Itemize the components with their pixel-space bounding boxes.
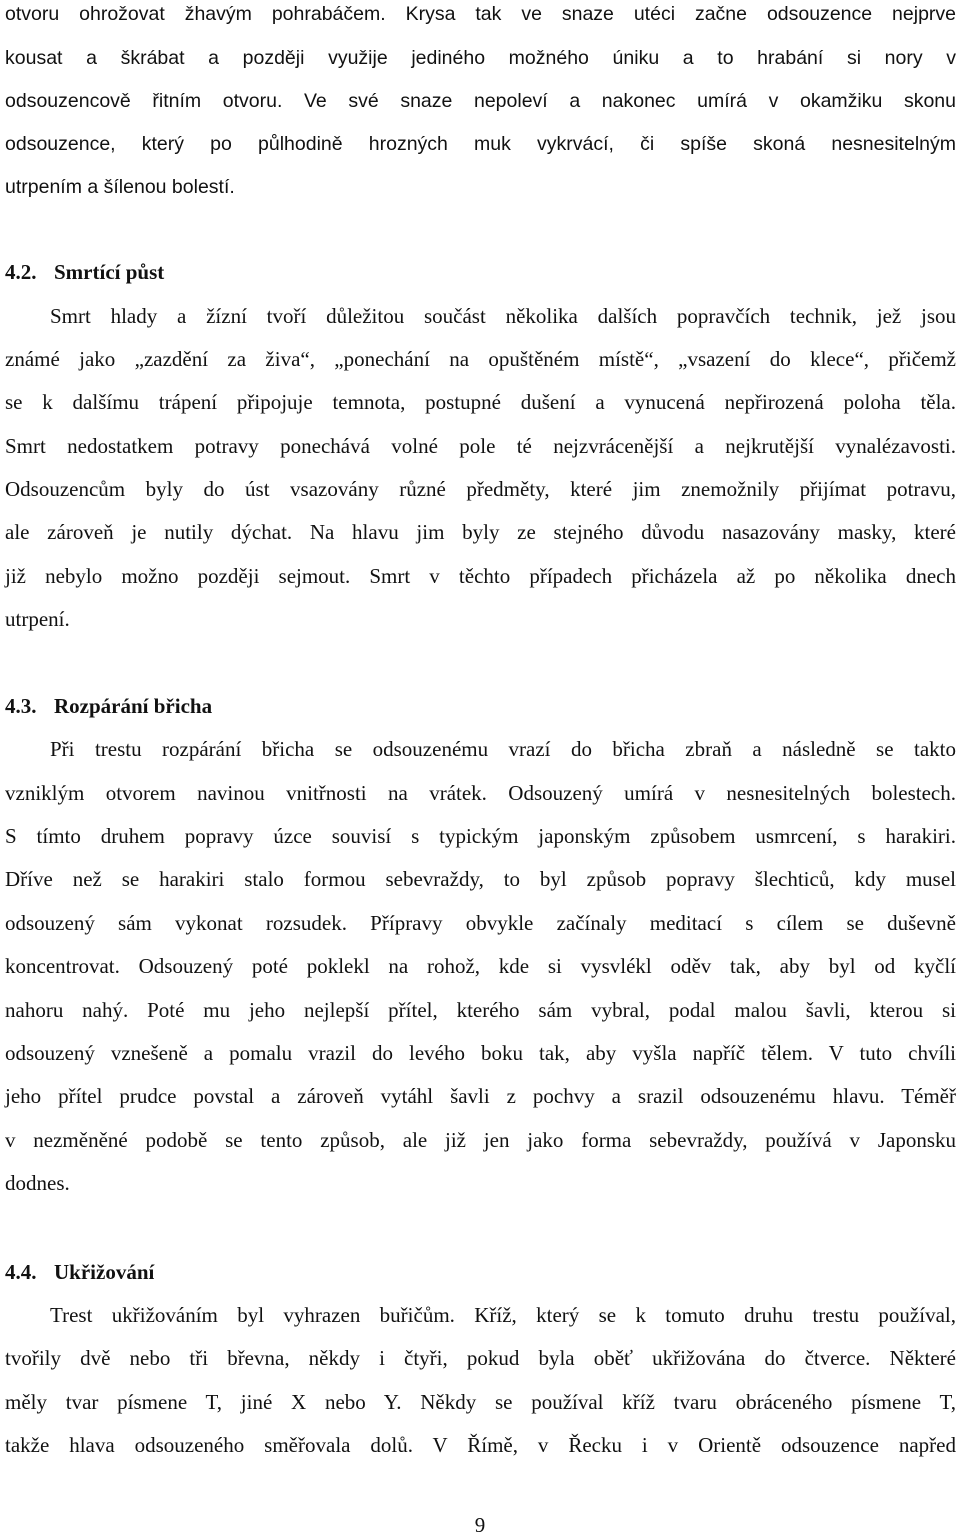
paragraph-line: ale zároveň je nutily dýchat. Na hlavu jim byly ze stejného důvodu nasazovány masky, které <box>5 520 956 544</box>
paragraph-line: S tímto druhem popravy úzce souvisí s typickým japonským způsobem usmrcení, s harakiri. <box>5 824 956 848</box>
section-heading-4-3 <box>5 693 212 719</box>
paragraph-line: Dříve než se harakiri stalo formou sebevraždy, to byl způsob popravy šlechticů, kdy musel <box>5 867 956 891</box>
paragraph-line: Smrt hlady a žízní tvoří důležitou součást několika dalších popravčích technik, jež jsou <box>50 304 956 328</box>
paragraph-line: měly tvar písmene T, jiné X nebo Y. Někdy se používal kříž tvaru obráceného písmene T, <box>5 1390 956 1414</box>
paragraph-line: dodnes. <box>5 1171 70 1195</box>
paragraph-line: takže hlava odsouzeného směřovala dolů. V Římě, v Řecku i v Orientě odsouzence napřed <box>5 1433 956 1457</box>
paragraph-line: odsouzený sám vykonat rozsudek. Přípravy obvykle začínaly meditací s cílem se duševně <box>5 911 956 935</box>
paragraph-line: Trest ukřižováním byl vyhrazen buřičům. Kříž, který se k tomuto druhu trestu používal, <box>50 1303 956 1327</box>
paragraph-line: Při trestu rozpárání břicha se odsouzenému vrazí do břicha zbraň a následně se takto <box>50 737 956 761</box>
paragraph-line: již nebylo možno později sejmout. Smrt v těchto případech přicházela až po několika dnech <box>5 564 956 588</box>
paragraph-line: odsouzencově řitním otvoru. Ve své snaze nepoleví a nakonec umírá v okamžiku skonu <box>5 90 956 112</box>
paragraph-line: známé jako „zazdění za živa“, „ponechání na opuštěném místě“, „vsazení do klece“, přičemž <box>5 347 956 371</box>
section-title: Ukřižování <box>54 1260 155 1284</box>
paragraph-line: tvořily dvě nebo tři břevna, někdy i čtyři, pokud byla oběť ukřižována do čtverce. Některé <box>5 1346 956 1370</box>
paragraph-line: vzniklým otvorem navinou vnitřnosti na vrátek. Odsouzený umírá v nesnesitelných bolestech. <box>5 781 956 805</box>
section-number: 4.4. <box>5 1260 37 1284</box>
section-number: 4.3. <box>5 694 37 718</box>
section-heading-4-2 <box>5 259 164 285</box>
paragraph-line: utrpení. <box>5 607 70 631</box>
paragraph-line: otvoru ohrožovat žhavým pohrabáčem. Krysa tak ve snaze utéci začne odsouzence nejprve <box>5 3 956 25</box>
section-heading-4-4 <box>5 1259 154 1285</box>
page-number: 9 <box>474 1513 486 1537</box>
paragraph-line: odsouzený vznešeně a pomalu vrazil do levého boku tak, aby vyšla napříč tělem. V tuto chvíli <box>5 1041 956 1065</box>
paragraph-line: utrpením a šílenou bolestí. <box>5 176 235 198</box>
section-number: 4.2. <box>5 260 37 284</box>
paragraph-line: se k dalšímu trápení připojuje temnota, postupné dušení a vynucená nepřirozená poloha těla. <box>5 390 956 414</box>
paragraph-line: v nezměněné podobě se tento způsob, ale již jen jako forma sebevraždy, používá v Japonsku <box>5 1128 956 1152</box>
paragraph-line: kousat a škrábat a později využije jediného možného úniku a to hrabání si nory v <box>5 47 956 69</box>
section-title: Smrtící půst <box>54 260 165 284</box>
section-title: Rozpárání břicha <box>54 694 213 718</box>
paragraph-line: Odsouzencům byly do úst vsazovány různé předměty, které jim znemožnily přijímat potravu, <box>5 477 956 501</box>
paragraph-line: Smrt nedostatkem potravy ponechává volné pole té nejzvrácenější a nejkrutější vynalézavosti. <box>5 434 956 458</box>
paragraph-line: koncentrovat. Odsouzený poté poklekl na rohož, kde si vysvlékl oděv tak, aby byl od kyčlí <box>5 954 956 978</box>
paragraph-line: nahoru nahý. Poté mu jeho nejlepší přítel, kterého sám vybral, podal malou šavli, kterou si <box>5 998 956 1022</box>
paragraph-line: odsouzence, který po půlhodině hrozných muk vykrvácí, či spíše skoná nesnesitelným <box>5 133 956 155</box>
paragraph-line: jeho přítel prudce povstal a zároveň vytáhl šavli z pochvy a srazil odsouzenému hlavu. Téměř <box>5 1084 956 1108</box>
